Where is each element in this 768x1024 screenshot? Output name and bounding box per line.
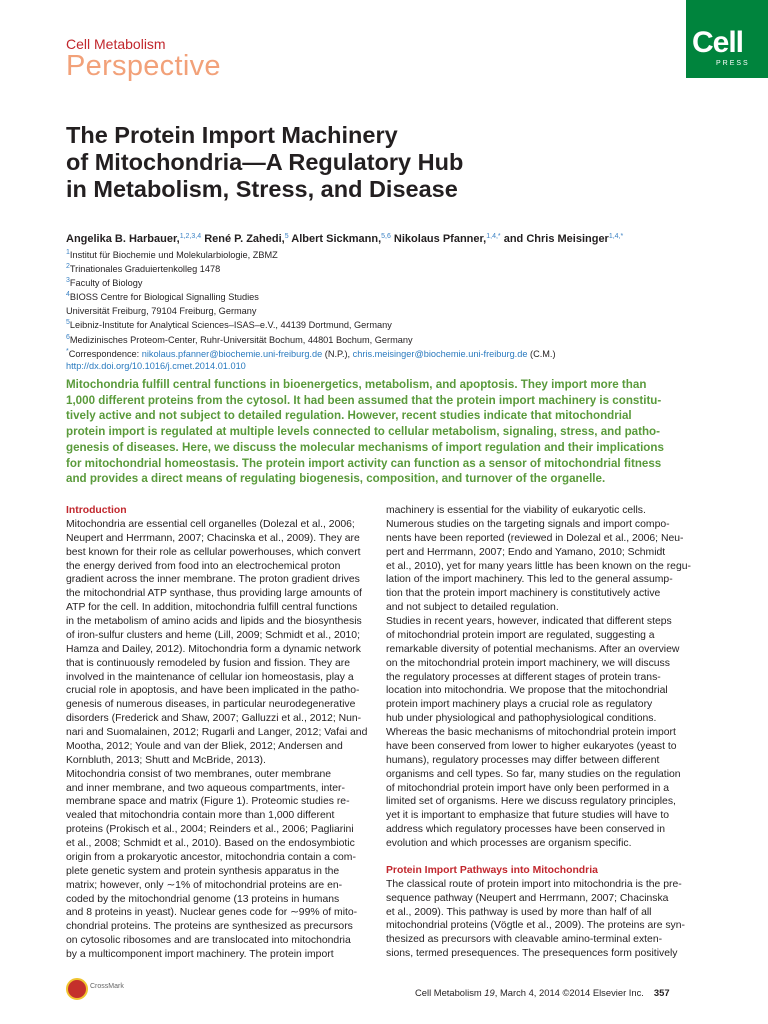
body-text-line: evolution and which processes are organism specific. [386,838,632,849]
body-text-line: Whereas the basic mechanisms of mitochondrial protein import [386,727,676,738]
body-text-line: protein import machinery plays a crucial role as regulatory [386,699,653,711]
body-text-line: disorders (Frederick and Shaw, 2007; Galluzzi et al., 2012; Nun- [66,713,362,725]
abstract-line: tively active and not subject to detailed regulation. However, recent studies indicate that mitochondrial [66,409,632,423]
right-column [386,504,697,961]
body-text-line: the mitochondrial ATP synthase, thus providing large amounts of [66,588,362,600]
body-text-line: sions, termed presequences. The presequences form positively [386,948,678,960]
body-text-line: Mitochondria are essential cell organelles (Dolezal et al., 2006; [66,518,355,530]
affil-text: Institut für Biochemie und Molekularbiologie, ZBMZ [69,250,278,260]
body-text-line: origin from a prokaryotic ancestor, mitochondria contain a com- [66,851,356,863]
body-text-line: et al., 2009). This pathway is used by more than half of all [386,906,652,918]
abstract-line: protein import is regulated at multiple levels connected to cellular metabolism, signaling, stress, and patho- [66,425,660,439]
abstract-line: 1,000 different proteins from the cytosol. It had been assumed that the protein import machinery is constitu- [66,393,662,407]
title-line: of Mitochondria—A Regulatory Hub [66,149,464,175]
author-affil-ref[interactable]: 1,4,* [486,233,501,240]
article-title [66,122,666,203]
body-text-line: on cytosolic ribosomes and are translocated into mitochondria [66,935,351,947]
footer-volume: 19 [484,987,495,998]
body-text-line: et al., 2008; Schmidt et al., 2010). Based on the endosymbiotic [66,838,355,849]
affil-text: Universität Freiburg, 79104 Freiburg, Germany [66,306,257,317]
abstract-line: Mitochondria fulfill central functions in bioenergetics, metabolism, and apoptosis. They import more than [66,378,647,391]
body-text-line: limited set of organisms. Here we discuss regulatory principles, [386,796,676,808]
body-text-line: pert and Herrmann, 2007; Endo and Yamano, 2010; Schmidt [386,546,666,558]
body-text-line: chondrial proteins. The proteins are synthesized as precursors [66,921,353,933]
section-label: Perspective [66,50,221,82]
crossmark-label: CrossMark [90,983,124,990]
affiliation [66,275,706,289]
email-link[interactable]: chris.meisinger@biochemie.uni-freiburg.de [352,348,528,359]
body-text-line: and inner membrane, and two aqueous compartments, inter- [66,782,345,794]
affiliations [66,247,706,372]
doi-row [66,360,706,372]
affil-text: BIOSS Centre for Biological Signalling Studies [69,292,259,303]
body-text-line: remarkable diversity of potential mechanisms. After an overview [386,643,680,655]
body-text-line: crucial role in apoptosis, and have been implicated in the patho- [66,685,360,697]
body-text-line: in the metabolism of amino acids and lipids and the biosynthesis [66,616,362,627]
body-text-line: plete genetic system and protein synthesis apparatus in the [66,865,340,877]
doi-link[interactable]: http://dx.doi.org/10.1016/j.cmet.2014.01.010 [66,360,246,371]
section-heading-import-pathways: Protein Import Pathways into Mitochondria [386,864,598,876]
body-text-line: of mitochondrial protein import are regulated, suggesting a [386,629,655,641]
body-text-line: the regulatory processes at different stages of protein trans- [386,671,661,683]
page-number: 357 [653,987,670,998]
body-text-line: mitochondrial proteins (Vögtle et al., 2009). The proteins are syn- [386,920,685,932]
body-text-line: lation of the import machinery. This led to the general assump- [386,574,673,586]
body-text-line: sequence pathway (Neupert and Herrmann, 2007; Chacinska [386,892,669,904]
body-text-line: matrix; however, only ∼1% of mitochondrial proteins are en- [66,879,343,891]
body-text-line: have been conserved from lower to higher eukaryotes (yeast to [386,740,677,752]
body-text-line: humans), regulatory processes may differ between different [386,754,660,766]
body-text-line: yet it is important to emphasize that future studies will have to [386,810,669,822]
body-text-line: Hamza and Dailey, 2012). Mitochondria form a dynamic network [66,643,361,655]
correspondence-initials: (C.M.) [527,348,556,359]
title-line: in Metabolism, Stress, and Disease [66,176,458,202]
affil-text: Medizinisches Proteom-Center, Ruhr-Universität Bochum, 44801 Bochum, Germany [69,334,413,345]
body-text-line: of iron-sulfur clusters and heme (Lill, 2009; Schmidt et al., 2010; [66,629,360,641]
body-text-line: gradient across the inner membrane. The proton gradient drives [66,574,360,586]
body-text-line: proteins (Prokisch et al., 2004; Reinders et al., 2006; Pagliarini [66,824,354,836]
correspondence-label: Correspondence: [68,348,142,359]
section-spacer [386,851,697,864]
body-text-line: by a multicomponent import machinery. The protein import [66,949,334,960]
author-name: René P. Zahedi, [204,233,285,245]
affil-text: Faculty of Biology [69,278,143,289]
body-text-line: organisms and cell types. So far, many studies on the regulation [386,768,681,780]
body-text-line: Kornbluth, 2013; Shutt and McBride, 2013). [66,754,266,766]
body-text-line: that is continuously remodeled by fusion and fission. They are [66,657,350,669]
footer-date: , March 4, 2014 ©2014 Elsevier Inc. [494,987,644,998]
body-text-line: the energy derived from food into an electrochemical proton [66,560,341,572]
logo-word: Cell [692,26,744,59]
abstract-line: and provides a direct means of regulating biogenesis, composition, and turnover of the organelle. [66,472,606,486]
title-line: The Protein Import Machinery [66,122,398,148]
affiliation [66,332,706,346]
affil-number: 3 [66,277,70,285]
author-list [66,233,706,245]
body-text-line: and not subject to detailed regulation. [386,602,559,614]
body-text-line: Studies in recent years, however, indicated that different steps [386,616,672,627]
affil-number: 5 [66,319,70,327]
author-affil-ref[interactable]: 5,6 [381,233,391,240]
body-text-line: machinery is essential for the viability of eukaryotic cells. [386,505,646,516]
body-text-line: The classical route of protein import into mitochondria is the pre- [386,878,682,890]
body-text-line: involved in the maintenance of cellular ion homeostasis, play a [66,671,354,683]
affiliation [66,317,706,331]
author-name: Angelika B. Harbauer, [66,233,180,245]
journal-name: Cell Metabolism [66,36,166,52]
body-text-line: thesized as precursors with cleavable amino-terminal exten- [386,934,663,946]
email-link[interactable]: nikolaus.pfanner@biochemie.uni-freiburg.de [141,348,323,359]
section-heading-introduction: Introduction [66,505,127,516]
correspondence-initials: (N.P.), [322,348,353,359]
affil-number: 4 [66,291,70,299]
affiliation [66,247,706,261]
body-text-line: of mitochondrial protein import have only been performed in a [386,782,670,794]
left-column [66,504,377,962]
author-name: Nikolaus Pfanner, [393,233,487,245]
body-text-line: address which regulatory processes have been conserved in [386,824,665,836]
logo-subtext: PRESS [716,60,750,67]
body-text-line: on the mitochondrial protein import machinery, we will discuss [386,657,670,669]
author-affil-ref[interactable]: 1,2,3,4 [179,233,202,240]
author-name: and Chris Meisinger [503,233,609,245]
affil-number: 2 [66,263,70,271]
affil-number: 1 [66,249,70,256]
body-text-line: et al., 2010), yet for many years little has been known on the regu- [386,560,691,572]
body-text-line: Mootha, 2012; Youle and van der Bliek, 2012; Andersen and [66,740,343,752]
body-text-line: Neupert and Herrmann, 2007; Chacinska et al., 2009). They are [66,532,360,544]
footer-journal: Cell Metabolism [415,987,485,998]
body-text-line: ATP for the cell. In addition, mitochondria fulfill central functions [66,602,358,614]
affil-text: Trinationales Graduiertenkolleg 1478 [69,264,221,275]
asterisk: * [66,347,69,355]
body-text-line: nari and Suomalainen, 2012; Rugarli and Langer, 2012; Vafai and [66,727,368,738]
cell-press-logo [686,0,768,78]
affiliation [66,261,706,275]
page-footer [415,987,670,998]
body-text-line: genesis of numerous diseases, in particular neurodegenerative [66,699,356,711]
abstract-line: genesis of diseases. Here, we discuss the molecular mechanisms of import regulation and their implications [66,440,664,454]
affiliation [66,289,706,303]
body-text-line: and 8 proteins in yeast). Nuclear genes code for ∼99% of mito- [66,907,358,919]
affil-text: Leibniz-Institute for Analytical Sciences–ISAS–e.V., 44139 Dortmund, Germany [69,320,392,331]
body-text-line: tion that the protein import machinery is constitutively active [386,588,661,600]
author-affil-ref[interactable]: 5 [284,233,289,240]
correspondence [66,346,706,360]
body-text-line: Numerous studies on the targeting signals and import compo- [386,518,670,530]
body-text-line: vealed that mitochondria contain more than 1,000 different [66,810,335,822]
abstract-line: for mitochondrial homeostasis. The protein import activity can function as a sensor of mitochondrial fitness [66,456,662,470]
affil-number: 6 [66,333,70,341]
crossmark-icon [66,978,88,1000]
abstract [66,377,696,487]
body-text-line: coded by the mitochondrial genome (13 proteins in humans [66,893,340,905]
body-text-line: hub under physiological and pathophysiological conditions. [386,713,657,725]
crossmark-badge[interactable] [66,978,156,1000]
author-name: Albert Sickmann, [291,233,382,245]
author-affil-ref[interactable]: 1,4,* [608,233,624,240]
body-text-line: location into mitochondria. We propose that the mitochondrial [386,685,668,697]
body-text-line: nents have been reported (reviewed in Dolezal et al., 2006; Neu- [386,532,684,544]
body-text-line: membrane space and matrix (Figure 1). Proteomic studies re- [66,796,350,808]
affiliation [66,303,706,317]
body-text-line: best known for their role as cellular powerhouses, which convert [66,546,361,558]
body-text-line: Mitochondria consist of two membranes, outer membrane [66,768,332,780]
